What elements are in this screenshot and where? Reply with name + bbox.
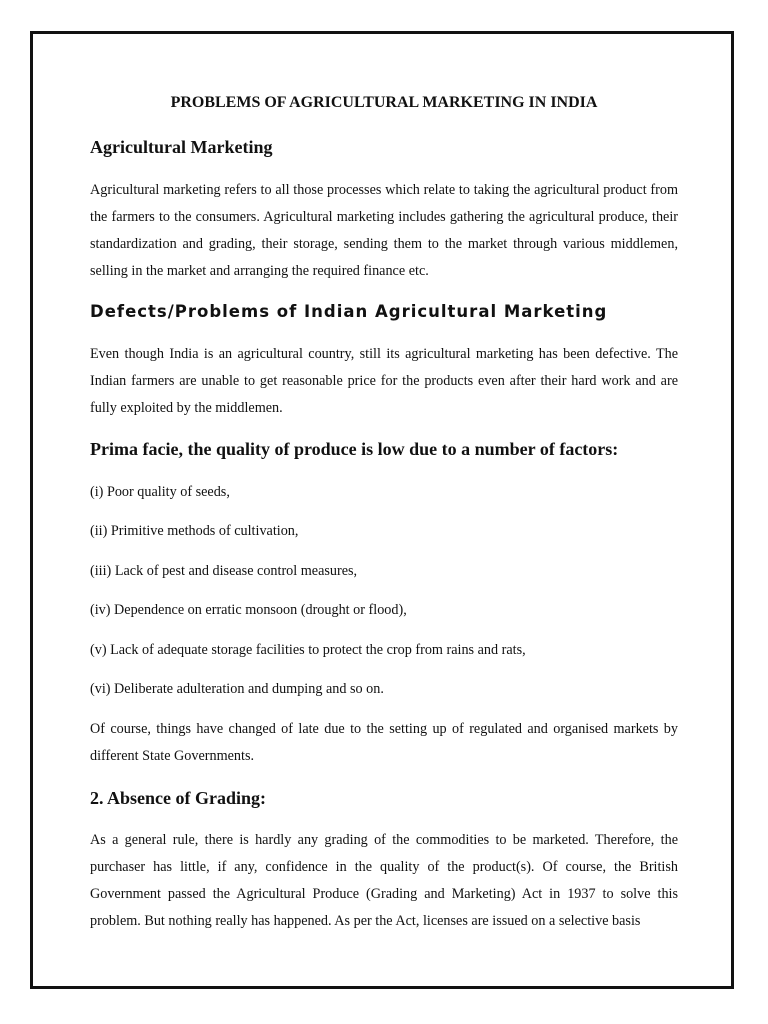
paragraph-absence-of-grading: As a general rule, there is hardly any grading of the commodities to be marketed. Therefore, the purchaser has little, if any, confidence in the quality of the product(s). Of course, the British Government passed the Agricultural Produce (Grading and Marketing) Act in 1937 to solve this problem. But nothing really has happened. As per the Act, licenses are issued on a selective basis bbox=[90, 832, 678, 929]
paragraph-defects-problems: Even though India is an agricultural country, still its agricultural marketing has been defective. The Indian farmers are unable to get reasonable price for the products even after their hard work and are fully exploited by the middlemen. bbox=[90, 346, 678, 416]
document-title: PROBLEMS OF AGRICULTURAL MARKETING IN INDIA bbox=[170, 94, 598, 111]
list-item: (vi) Deliberate adulteration and dumping and so on. bbox=[90, 681, 384, 697]
list-item: (i) Poor quality of seeds, bbox=[90, 484, 230, 500]
list-item: (v) Lack of adequate storage facilities to protect the crop from rains and rats, bbox=[90, 642, 526, 658]
list-item: (iii) Lack of pest and disease control measures, bbox=[90, 563, 358, 579]
heading-defects-problems: Defects/Problems of Indian Agricultural Marketing bbox=[90, 302, 608, 321]
heading-quality-factors: Prima facie, the quality of produce is low due to a number of factors: bbox=[90, 439, 619, 459]
paragraph-agricultural-marketing: Agricultural marketing refers to all those processes which relate to taking the agricultural product from the farmers to the consumers. Agricultural marketing includes gathering the agricultural produce, their standardization and grading, their storage, sending them to the market through various middlemen, selling in the market and arranging the required finance etc. bbox=[90, 182, 678, 279]
list-item: (ii) Primitive methods of cultivation, bbox=[90, 523, 299, 539]
paragraph-regulated-markets: Of course, things have changed of late due to the setting up of regulated and organised markets by different State Governments. bbox=[90, 721, 678, 764]
heading-absence-of-grading: 2. Absence of Grading: bbox=[90, 788, 267, 808]
heading-agricultural-marketing: Agricultural Marketing bbox=[90, 137, 273, 157]
list-item: (iv) Dependence on erratic monsoon (drought or flood), bbox=[90, 602, 407, 618]
